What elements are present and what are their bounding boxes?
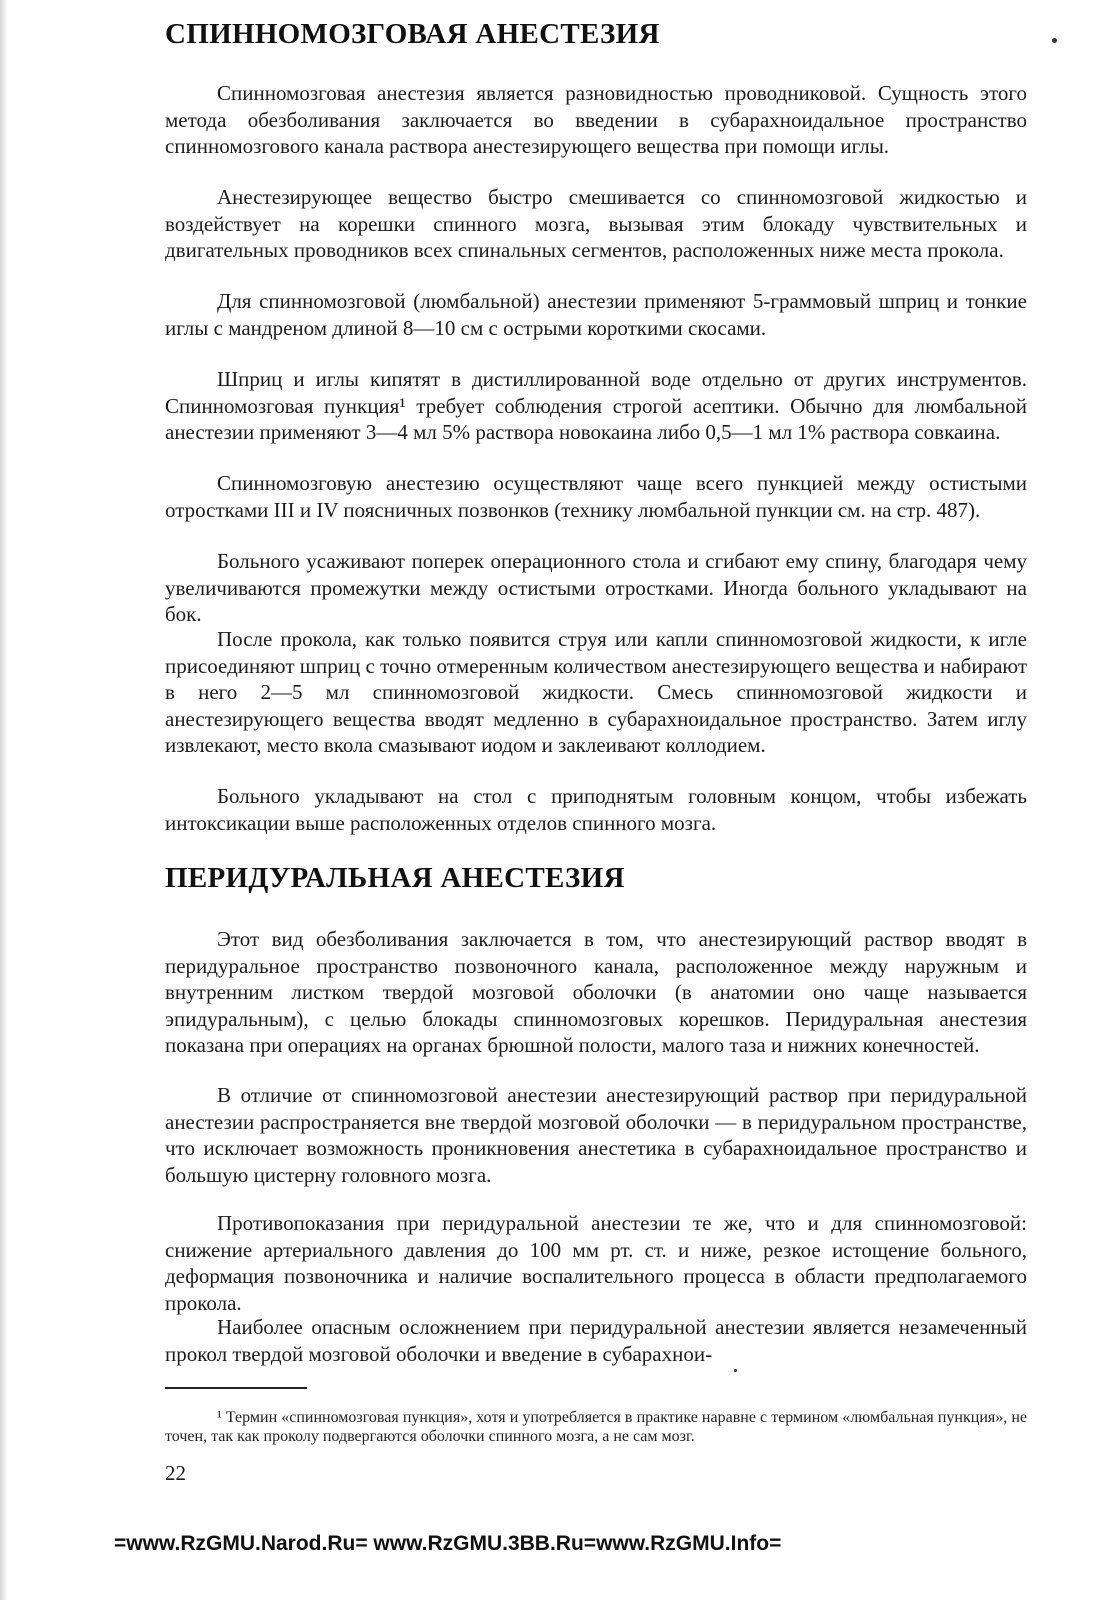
paragraph: Шприц и иглы кипятят в дистиллированной воде отдельно от других инструментов. Спинномозговая пункция¹ требует соблюдения строгой асептики. Обычно для люмбальной анестезии применяют 3—4 мл 5% раствора новокаина либо 0,5—1 мл 1% раствора совкаина.: [165, 367, 1027, 444]
watermark-url: =www.RzGMU.Narod.Ru= www.RzGMU.3BB.Ru=www.RzGMU.Info=: [114, 1532, 782, 1555]
scan-speck: [734, 1369, 737, 1372]
paragraph: После прокола, как только появится струя или капли спинномозговой жидкости, к игле присоединяют шприц с точно отмеренным количеством анестезирующего вещества и набирают в него 2—5 мл спинномозговой жидкости. Смесь спинномозговой жидкости и анестезирующего вещества вводят медленно в субарахноидальное пространство. Затем иглу извлекают, место вкола смазывают иодом и заклеивают коллодием.: [165, 627, 1027, 757]
paragraph: Этот вид обезболивания заключается в том, что анестезирующий раствор вводят в перидуральное пространство позвоночного канала, расположенное между наружным и внутренним листком твердой мозговой оболочки (в анатомии оно чаще называется эпидуральным), с целью блокады спинномозговых корешков. Перидуральная анестезия показана при операциях на органах брюшной полости, малого таза и нижних конечностей.: [165, 927, 1027, 1057]
paragraph: Спинномозговую анестезию осуществляют чаще всего пункцией между остистыми отростками III и IV поясничных позвонков (технику люмбальной пункции см. на стр. 487).: [165, 471, 1027, 522]
scan-left-edge: [0, 0, 8, 1600]
section-title-spinal: СПИННОМОЗГОВАЯ АНЕСТЕЗИЯ: [165, 18, 660, 50]
footnote: ¹ Термин «спинномозговая пункция», хотя и употребляется в практике наравне с термином «люмбальная пункция», не точен, так как проколу подвергаются оболочки спинного мозга, а не сам мозг.: [165, 1409, 1027, 1445]
paragraph: Спинномозговая анестезия является разновидностью проводниковой. Сущность этого метода обезболивания заключается во введении в субарахноидальное пространство спинномозгового канала раствора анестезирующего вещества при помощи иглы.: [165, 81, 1027, 158]
paragraph: Для спинномозговой (люмбальной) анестезии применяют 5-граммовый шприц и тонкие иглы с мандреном длиной 8—10 см с острыми короткими скосами.: [165, 289, 1027, 340]
footnote-divider: [165, 1387, 307, 1389]
paragraph: Анестезирующее вещество быстро смешивается со спинномозговой жидкостью и воздействует на корешки спинного мозга, вызывая этим блокаду чувствительных и двигательных проводников всех спинальных сегментов, расположенных ниже места прокола.: [165, 185, 1027, 262]
paragraph: В отличие от спинномозговой анестезии анестезирующий раствор при перидуральной анестезии распространяется вне твердой мозговой оболочки — в перидуральном пространстве, что исключает возможность проникновения анестетика в субарахноидальное пространство и большую цистерну головного мозга.: [165, 1083, 1027, 1187]
paragraph: Больного усаживают поперек операционного стола и сгибают ему спину, благодаря чему увеличиваются промежутки между остистыми отростками. Иногда больного укладывают на бок.: [165, 549, 1027, 626]
page-number: 22: [165, 1461, 186, 1485]
paragraph: Больного укладывают на стол с приподнятым головным концом, чтобы избежать интоксикации выше расположенных отделов спинного мозга.: [165, 784, 1027, 835]
paragraph: Противопоказания при перидуральной анестезии те же, что и для спинномозговой: снижение артериального давления до 100 мм рт. ст. и ниже, резкое истощение больного, деформация позвоночника и наличие воспалительного процесса в области предполагаемого прокола.: [165, 1211, 1027, 1315]
section-title-peridural: ПЕРИДУРАЛЬНАЯ АНЕСТЕЗИЯ: [165, 862, 625, 894]
paragraph: Наиболее опасным осложнением при перидуральной анестезии является незамеченный прокол твердой мозговой оболочки и введение в субарахнои-: [165, 1315, 1027, 1366]
scan-speck: [1052, 38, 1057, 43]
